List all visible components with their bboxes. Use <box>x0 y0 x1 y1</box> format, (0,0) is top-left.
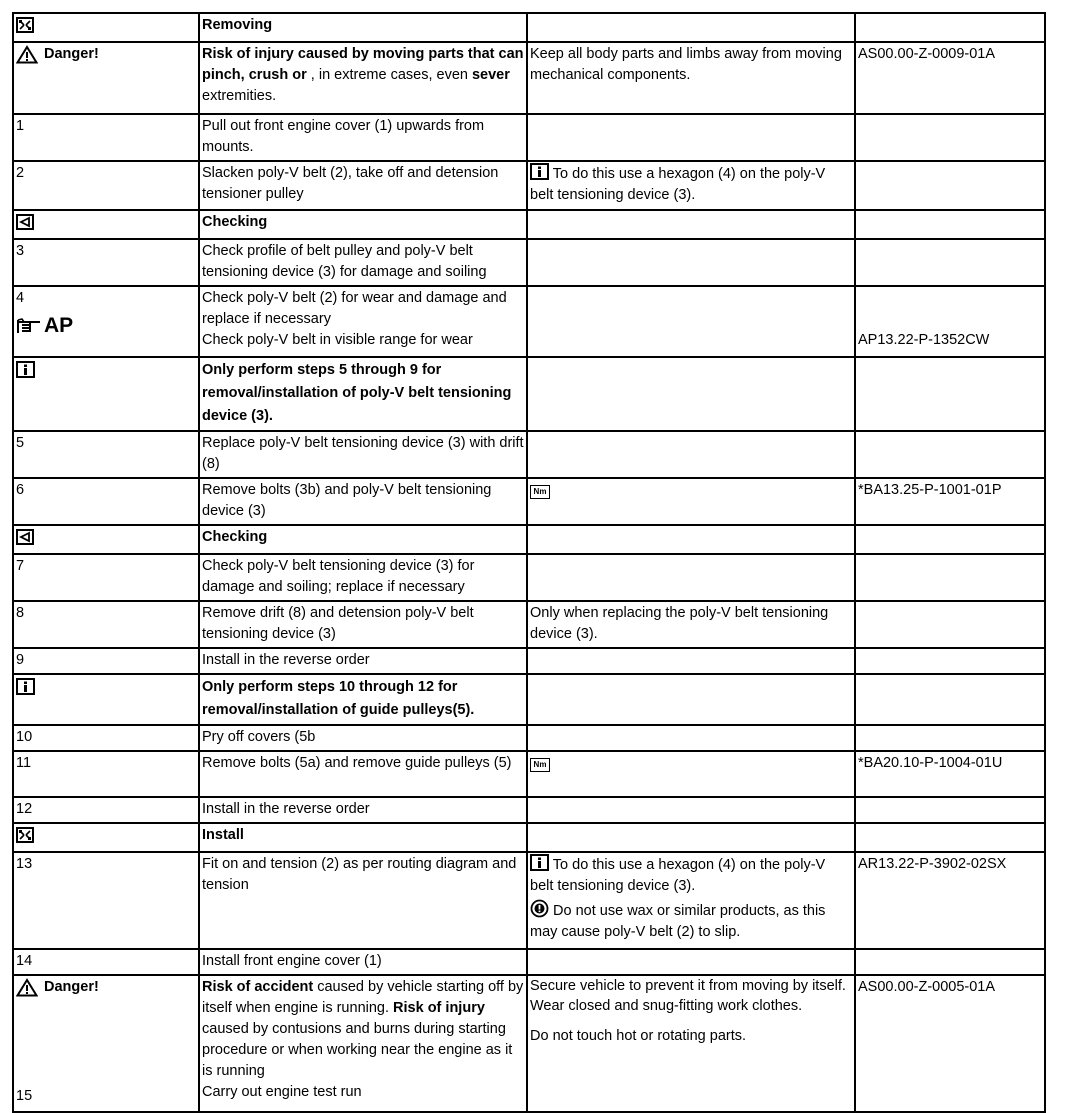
warning-triangle-icon <box>16 45 38 64</box>
torque-nm-icon: Nm <box>530 758 550 772</box>
note-text: Do not use wax or similar products, as this may cause poly-V belt (2) to slip. <box>530 903 826 940</box>
step-text: Remove bolts (3b) and poly-V belt tensioning device (3) <box>199 478 527 525</box>
attention-icon <box>530 899 549 918</box>
step-text: Pull out front engine cover (1) upwards from mounts. <box>199 114 527 161</box>
info-text: Only perform steps 5 through 9 for removal/installation of poly-V belt tensioning device (3). <box>199 357 527 431</box>
step-text: Install front engine cover (1) <box>199 949 527 975</box>
info-text: Only perform steps 10 through 12 for removal/installation of guide pulleys(5). <box>199 674 527 725</box>
step-row <box>13 478 1045 525</box>
step-number: 3 <box>13 239 199 286</box>
step-text: Remove bolts (5a) and remove guide pulleys (5) <box>199 751 527 797</box>
section-row-checking <box>13 525 1045 554</box>
section-title: Install <box>199 823 527 852</box>
note-text: To do this use a hexagon (4) on the poly-V belt tensioning device (3). <box>530 166 826 203</box>
step-number: 4 <box>16 290 25 306</box>
step-row <box>13 161 1045 210</box>
step-number: 9 <box>13 648 199 674</box>
document-reference: AP13.22-P-1352CW <box>858 332 990 348</box>
step-row <box>13 949 1045 975</box>
step-row <box>13 852 1045 949</box>
warning-triangle-icon <box>16 978 38 997</box>
section-title: Checking <box>199 210 527 239</box>
risk-text: Risk of injury caused by moving parts that can pinch, crush or , in extreme cases, even sever extremities. <box>199 42 527 114</box>
procedure-table <box>12 12 1046 1113</box>
step-number: 1 <box>13 114 199 161</box>
step-number: 15 <box>16 1088 33 1104</box>
step-text: Check poly-V belt tensioning device (3) for damage and soiling; replace if necessary <box>199 554 527 601</box>
pointing-hand-icon <box>16 317 42 335</box>
document-reference: AR13.22-P-3902-02SX <box>855 852 1045 949</box>
info-icon <box>530 163 549 180</box>
step-text: Install in the reverse order <box>199 797 527 823</box>
note-text: To do this use a hexagon (4) on the poly-V belt tensioning device (3). <box>530 857 826 894</box>
document-reference: AS00.00-Z-0009-01A <box>855 42 1045 114</box>
section-row-install <box>13 823 1045 852</box>
step-text: Carry out engine test run <box>202 1084 362 1100</box>
step-number: 7 <box>13 554 199 601</box>
step-number: 11 <box>13 751 199 797</box>
step-text: Remove drift (8) and detension poly-V belt tensioning device (3) <box>199 601 527 648</box>
document-reference: AS00.00-Z-0005-01A <box>855 975 1045 1112</box>
step-row <box>13 648 1045 674</box>
safety-measure: Do not touch hot or rotating parts. <box>530 1028 747 1044</box>
section-row-removing <box>13 13 1045 42</box>
section-row-checking <box>13 210 1045 239</box>
document-reference: *BA13.25-P-1001-01P <box>855 478 1045 525</box>
info-icon <box>530 854 549 871</box>
step-number: 5 <box>13 431 199 478</box>
step-row <box>13 239 1045 286</box>
step-number: 10 <box>13 725 199 751</box>
step-row <box>13 751 1045 797</box>
note-text: Only when replacing the poly-V belt tensioning device (3). <box>527 601 855 648</box>
section-title: Removing <box>199 13 527 42</box>
step-number: 8 <box>13 601 199 648</box>
safety-measure: Wear closed and snug-fitting work clothes. <box>530 998 803 1014</box>
step-row <box>13 601 1045 648</box>
info-icon <box>16 361 35 378</box>
info-row <box>13 674 1045 725</box>
danger-row <box>13 42 1045 114</box>
step-text: Pry off covers (5b <box>199 725 527 751</box>
step-row <box>13 431 1045 478</box>
step-number: 12 <box>13 797 199 823</box>
step-text: Slacken poly-V belt (2), take off and detension tensioner pulley <box>199 161 527 210</box>
danger-label: Danger! <box>44 46 99 62</box>
step-text: Install in the reverse order <box>199 648 527 674</box>
danger-row <box>13 975 1045 1112</box>
step-row <box>13 286 1045 357</box>
section-title: Checking <box>199 525 527 554</box>
step-text: Check poly-V belt (2) for wear and damage and replace if necessary <box>202 290 507 327</box>
step-number: 2 <box>13 161 199 210</box>
ap-label: AP <box>44 314 74 337</box>
checking-icon <box>16 529 34 545</box>
checking-icon <box>16 214 34 230</box>
tool-icon <box>16 17 34 33</box>
step-text: Check poly-V belt in visible range for wear <box>202 332 473 348</box>
step-row <box>13 797 1045 823</box>
torque-nm-icon: Nm <box>530 485 550 499</box>
step-text: Check profile of belt pulley and poly-V belt tensioning device (3) for damage and soiling <box>199 239 527 286</box>
step-number: 14 <box>13 949 199 975</box>
document-reference: *BA20.10-P-1004-01U <box>855 751 1045 797</box>
danger-label: Danger! <box>44 979 99 995</box>
info-row <box>13 357 1045 431</box>
step-number: 6 <box>13 478 199 525</box>
risk-text: Risk of accident caused by vehicle starting off by itself when engine is running. Risk of injury caused by contusions and burns during starting procedure or when working near the engine as it is running <box>202 979 524 1079</box>
step-text: Fit on and tension (2) as per routing diagram and tension <box>199 852 527 949</box>
step-number: 13 <box>13 852 199 949</box>
tool-icon <box>16 827 34 843</box>
safety-measure: Keep all body parts and limbs away from moving mechanical components. <box>527 42 855 114</box>
step-row <box>13 554 1045 601</box>
info-icon <box>16 678 35 695</box>
step-row <box>13 114 1045 161</box>
safety-measure: Secure vehicle to prevent it from moving by itself. <box>530 978 846 994</box>
step-row <box>13 725 1045 751</box>
step-text: Replace poly-V belt tensioning device (3) with drift (8) <box>199 431 527 478</box>
